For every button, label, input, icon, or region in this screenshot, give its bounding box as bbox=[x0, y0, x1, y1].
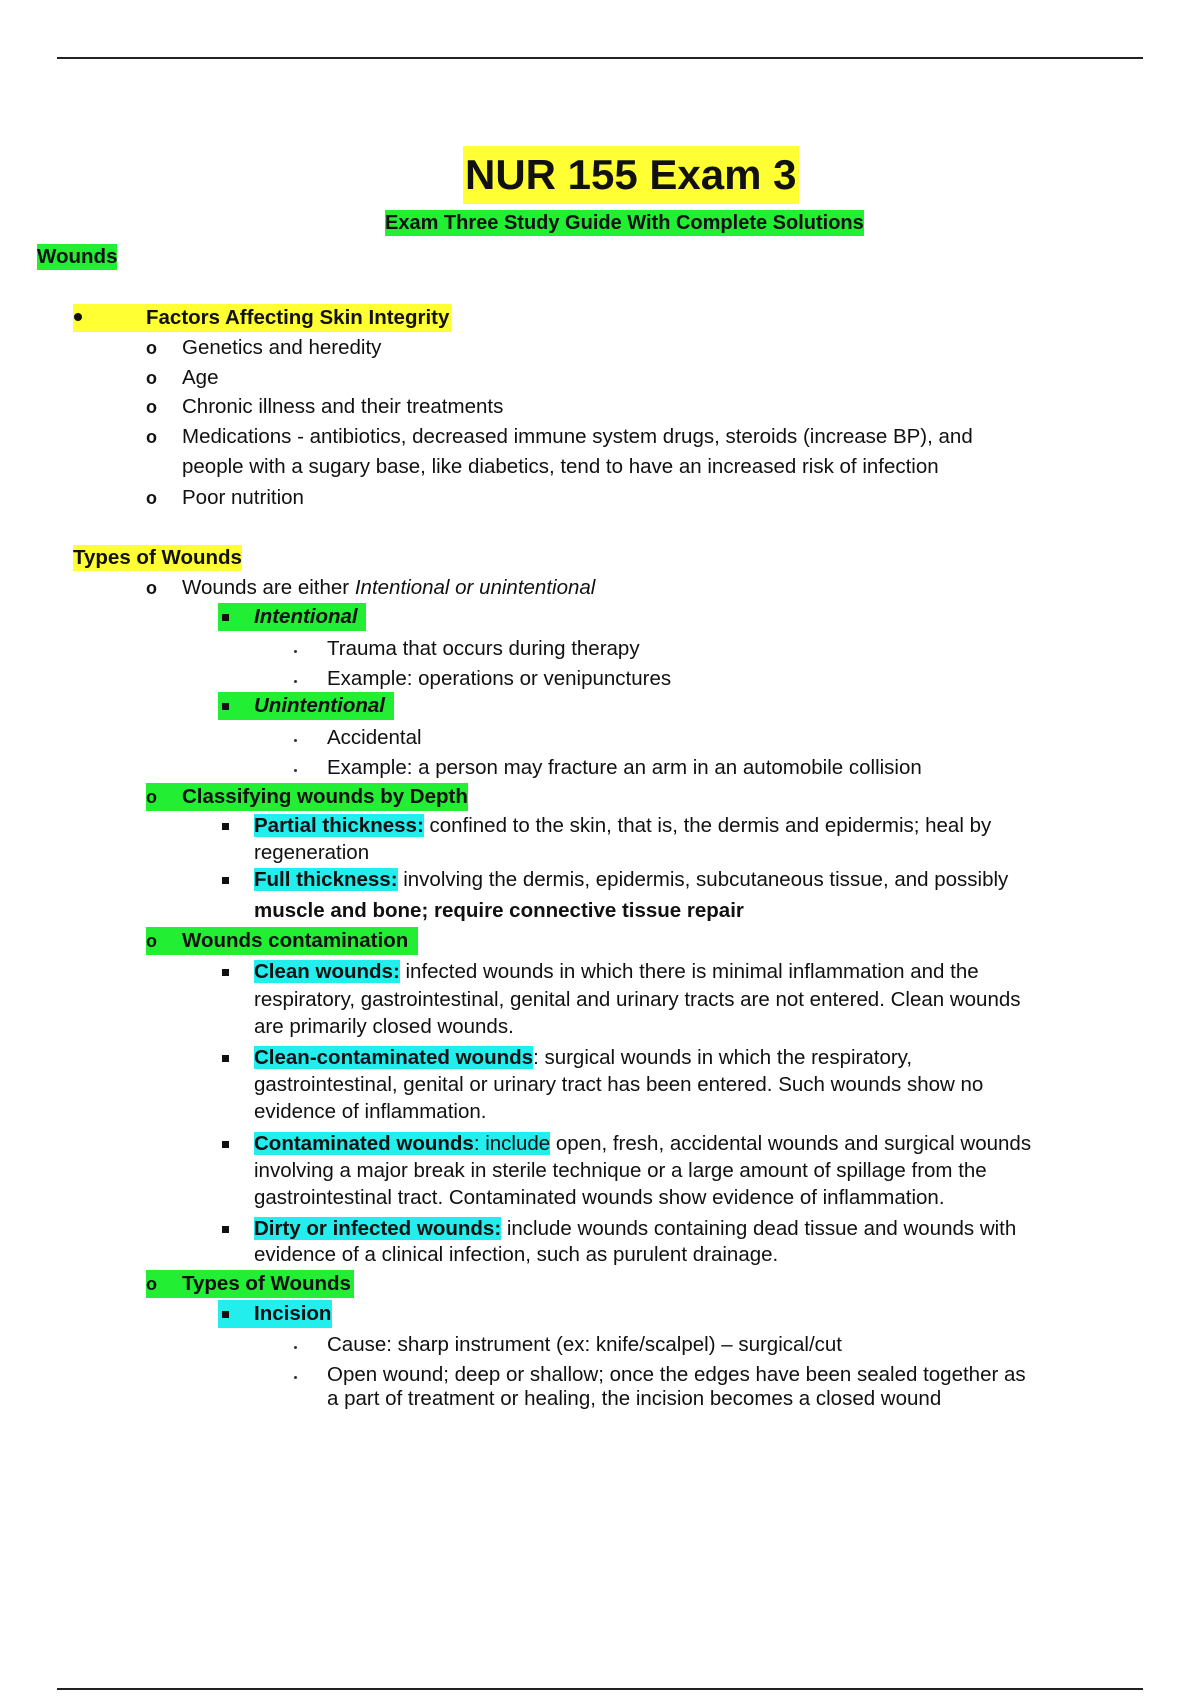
dot-bullet bbox=[294, 739, 297, 742]
list-item: Cause: sharp instrument (ex: knife/scalpel) – surgical/cut bbox=[327, 1333, 843, 1356]
contaminated-include: : include bbox=[473, 1132, 551, 1155]
bottom-rule bbox=[57, 1688, 1143, 1690]
types-heading: Types of Wounds bbox=[73, 546, 242, 569]
square-bullet bbox=[222, 1055, 229, 1062]
dirty-wounds-term: Dirty or infected wounds: bbox=[254, 1217, 502, 1240]
list-item: Example: operations or venipunctures bbox=[327, 667, 672, 690]
dirty-wounds-line bbox=[254, 1216, 1016, 1242]
list-bullet-o: o bbox=[146, 578, 157, 598]
dot-bullet bbox=[294, 769, 297, 772]
list-bullet-o: o bbox=[146, 338, 157, 358]
square-bullet bbox=[222, 877, 229, 884]
list-bullet-o: o bbox=[146, 931, 157, 951]
contaminated-def: open, fresh, accidental wounds and surgical wounds bbox=[550, 1132, 1032, 1155]
clean-wounds-term: Clean wounds: bbox=[254, 960, 400, 983]
dot-bullet bbox=[294, 1346, 297, 1349]
contamination-heading: Wounds contamination bbox=[182, 929, 409, 952]
dirty-wounds-cont: evidence of a clinical infection, such as purulent drainage. bbox=[254, 1243, 779, 1266]
list-item: Medications - antibiotics, decreased immune system drugs, steroids (increase BP), and bbox=[182, 425, 973, 448]
dot-bullet bbox=[294, 680, 297, 683]
contaminated-cont: gastrointestinal tract. Contaminated wounds show evidence of inflammation. bbox=[254, 1186, 945, 1209]
contaminated-line bbox=[254, 1131, 1031, 1157]
clean-contaminated-cont: evidence of inflammation. bbox=[254, 1100, 487, 1123]
list-item-continued: people with a sugary base, like diabetics, tend to have an increased risk of infection bbox=[182, 455, 939, 478]
square-bullet bbox=[222, 1226, 229, 1233]
square-bullet bbox=[222, 703, 229, 710]
square-bullet bbox=[222, 1311, 229, 1318]
list-item: Accidental bbox=[327, 726, 422, 749]
clean-wounds-cont: are primarily closed wounds. bbox=[254, 1015, 514, 1038]
contaminated-term: Contaminated wounds bbox=[254, 1132, 474, 1155]
types-either-italic: Intentional or unintentional bbox=[354, 576, 596, 599]
list-bullet-o: o bbox=[146, 397, 157, 417]
list-bullet-o: o bbox=[146, 787, 157, 807]
clean-contaminated-line bbox=[254, 1045, 912, 1071]
square-bullet bbox=[222, 614, 229, 621]
list-item: Chronic illness and their treatments bbox=[182, 395, 504, 418]
depth-heading: Classifying wounds by Depth bbox=[182, 785, 468, 808]
square-bullet bbox=[222, 823, 229, 830]
list-bullet-o: o bbox=[146, 1274, 157, 1294]
unintentional-label: Unintentional bbox=[254, 694, 385, 717]
clean-wounds-line bbox=[254, 959, 979, 985]
incision-label: Incision bbox=[254, 1302, 332, 1325]
partial-thickness-line bbox=[254, 813, 991, 839]
dirty-wounds-def: include wounds containing dead tissue and wounds with bbox=[501, 1217, 1017, 1240]
square-bullet bbox=[222, 969, 229, 976]
types-either-prefix: Wounds are either bbox=[182, 576, 355, 599]
types2-heading: Types of Wounds bbox=[182, 1272, 351, 1295]
list-item: Open wound; deep or shallow; once the edges have been sealed together as bbox=[327, 1363, 1026, 1386]
clean-contaminated-cont: gastrointestinal, genital or urinary tract has been entered. Such wounds show no bbox=[254, 1073, 984, 1096]
list-item: Genetics and heredity bbox=[182, 336, 382, 359]
section-heading-wounds: Wounds bbox=[37, 245, 118, 268]
full-thickness-def: involving the dermis, epidermis, subcutaneous tissue, and possibly bbox=[397, 868, 1009, 891]
partial-thickness-def: confined to the skin, that is, the dermis and epidermis; heal by bbox=[423, 814, 992, 837]
dot-bullet bbox=[294, 650, 297, 653]
clean-wounds-cont: respiratory, gastrointestinal, genital and urinary tracts are not entered. Clean wounds bbox=[254, 988, 1021, 1011]
list-bullet-o: o bbox=[146, 368, 157, 388]
partial-thickness-cont: regeneration bbox=[254, 841, 370, 864]
full-thickness-cont: muscle and bone; require connective tissue repair bbox=[254, 899, 744, 922]
list-bullet-o: o bbox=[146, 488, 157, 508]
partial-thickness-term: Partial thickness: bbox=[254, 814, 424, 837]
clean-wounds-def: infected wounds in which there is minimal inflammation and the bbox=[399, 960, 979, 983]
top-rule bbox=[57, 57, 1143, 59]
factors-bullet bbox=[74, 313, 82, 321]
dot-bullet bbox=[294, 1376, 297, 1379]
types-either-line bbox=[182, 575, 595, 601]
contaminated-cont: involving a major break in sterile technique or a large amount of spillage from the bbox=[254, 1159, 987, 1182]
list-item: Example: a person may fracture an arm in an automobile collision bbox=[327, 756, 922, 779]
list-item: Age bbox=[182, 366, 219, 389]
list-item-continued: a part of treatment or healing, the incision becomes a closed wound bbox=[327, 1387, 942, 1410]
list-item: Poor nutrition bbox=[182, 486, 304, 509]
clean-contaminated-term: Clean-contaminated wounds bbox=[254, 1046, 534, 1069]
factors-heading: Factors Affecting Skin Integrity bbox=[146, 306, 450, 329]
square-bullet bbox=[222, 1141, 229, 1148]
intentional-label: Intentional bbox=[254, 605, 358, 628]
page-title: NUR 155 Exam 3 bbox=[463, 146, 799, 204]
list-bullet-o: o bbox=[146, 427, 157, 447]
full-thickness-term: Full thickness: bbox=[254, 868, 398, 891]
full-thickness-line bbox=[254, 867, 1008, 893]
clean-contaminated-def: : surgical wounds in which the respiratory, bbox=[533, 1046, 913, 1069]
page-subtitle: Exam Three Study Guide With Complete Solutions bbox=[385, 212, 864, 234]
list-item: Trauma that occurs during therapy bbox=[327, 637, 640, 660]
